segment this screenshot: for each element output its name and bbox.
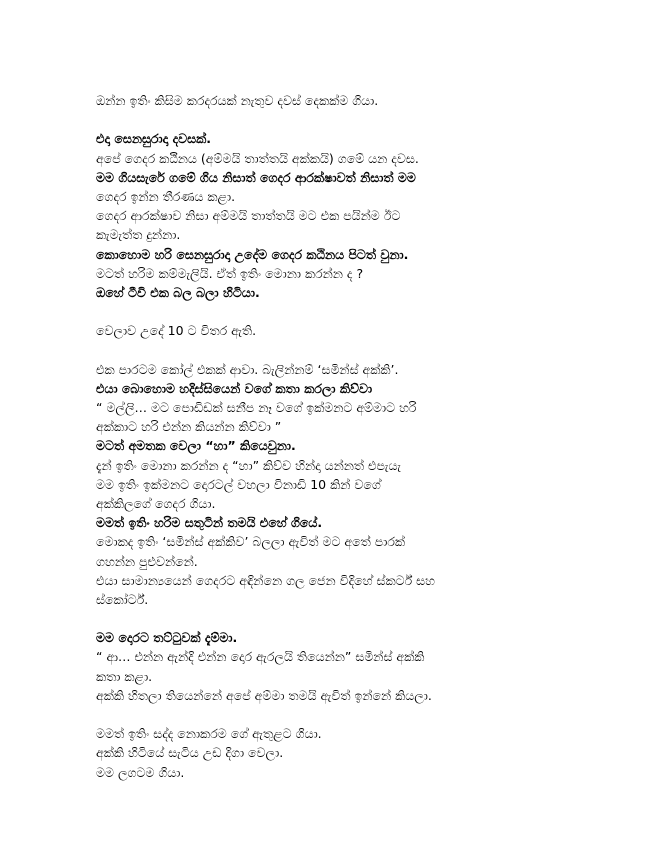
text-line: අක්කාට හරි එන්න කියන්න කිව්වා ”: [96, 419, 282, 435]
text-line: අක්කි හිතලා තියෙන්නේ අපේ අම්මා තමයි ඇවිත් ඉන්නේ කියලා.: [96, 687, 432, 703]
text-line: ඔහේ ටීවි එක බල බලා හිටියා.: [96, 284, 260, 300]
text-line: මම ඉතිං ඉක්මනට දොරටල් වහලා විනාඩි 10 කින් වගේ: [96, 476, 381, 492]
text-line: ගහන්න පුළුවන්නේ.: [96, 553, 198, 569]
text-line: එක පාරටම කෝල් එකක් ආවා. බැලින්නම් ‘සමින්ස් අක්කි’.: [96, 361, 399, 377]
paragraph: [96, 724, 573, 782]
text-line: එයා බොහොම හදිස්සියෙන් වගේ කතා කරලා කිව්වා: [96, 380, 373, 396]
text-line: මමත් ඉතිං සද්ද නොකරම ගේ ඇතුළට ගියා.: [96, 726, 322, 742]
text-line: එයා සාමාන්‍යයෙන් ගෙදරට අඳින්නෙ ගල ජෙන විදිහේ ස්කර්ට් සහ: [96, 572, 435, 588]
text-line: මම ලගටම ගියා.: [96, 764, 185, 780]
paragraph: [96, 321, 573, 340]
text-line: මොකද ඉතිං ‘සමින්ස් අක්කිව’ බලලා ඇවිත් මට අතේ පාරක්: [96, 534, 406, 550]
paragraph: [96, 129, 573, 302]
text-line: කොහොම හරි සෙනසුරාදා උදේම ගෙදර කඨිනය පිටත් වුනා.: [96, 246, 409, 262]
paragraph: [96, 628, 573, 705]
text-line: ඔන්න ඉතිං කිසිම කරදරයක් නැතුව දවස් දෙකක්ම ගියා.: [96, 93, 379, 108]
text-line: ගෙදර ආරක්ෂාව නිසා අම්මයි තාත්තයි මට එක පයින්ම ඊට: [96, 208, 401, 224]
text-line: මටත් හරිම කම්මැලියි. ඒත් ඉතිං මොනා කරන්න ද ?: [96, 265, 364, 281]
text-line: මම දොරට තට්ටුවක් දැම්මා.: [96, 630, 238, 646]
text-line: අපේ ගෙදර කඨිිනය (අම්මයි තාත්තයි අක්කයි) ගමේ යන දවස.: [96, 150, 419, 166]
text-line: කතා කළා.: [96, 668, 153, 684]
text-line: ස්කෝර්ට්.: [96, 591, 149, 607]
paragraph-gap: [96, 609, 573, 628]
paragraph-gap: [96, 340, 573, 359]
paragraph: [96, 91, 573, 110]
text-line: අක්කි හිටියේ සැටිය උඩ දිගා වෙලා.: [96, 745, 284, 761]
paragraph-gap: [96, 110, 573, 129]
text-line: වෙලාව උදේ 10 ට විතර ඇති.: [96, 323, 257, 339]
paragraph-gap: [96, 705, 573, 724]
text-line: අක්කිලගේ ගෙදර ගියා.: [96, 495, 216, 511]
text-line: “ මල්ලි… මට පොඩිඩක් සනීප නෑ වගේ ඉක්මනට අම්මාට හරි: [96, 400, 417, 415]
text-line: ගෙදර ඉන්න තීරණය කළා.: [96, 188, 236, 204]
text-line: මමත් ඉතිං හරිම සතුටින් තමයි එහේ ගියේ.: [96, 515, 323, 531]
text-line: කැමැත්ත දුන්නා.: [96, 227, 181, 243]
text-line: මම ගියසැරේ ගමේ ගිය නිසාත් ගෙදර ආරක්ෂාවත් නිසාත් මම: [96, 169, 416, 185]
text-line: මටත් අමතක වෙලා “හා” කියෙවුනා.: [96, 438, 296, 454]
text-line: “ ආ… එන්න ඇන්දි එන්න දොර ඇරලයි තියෙන්න” සමින්ස් අක්කි: [96, 649, 425, 665]
text-line: එදා සෙනසුරාදා දවසක්.: [96, 131, 211, 147]
text-line: දැන් ඉතිං මොනා කරන්න ද “හා” කිව්ව හින්දා යන්නත් එපැයැ: [96, 457, 401, 473]
paragraph: [96, 360, 573, 609]
paragraph-gap: [96, 302, 573, 321]
